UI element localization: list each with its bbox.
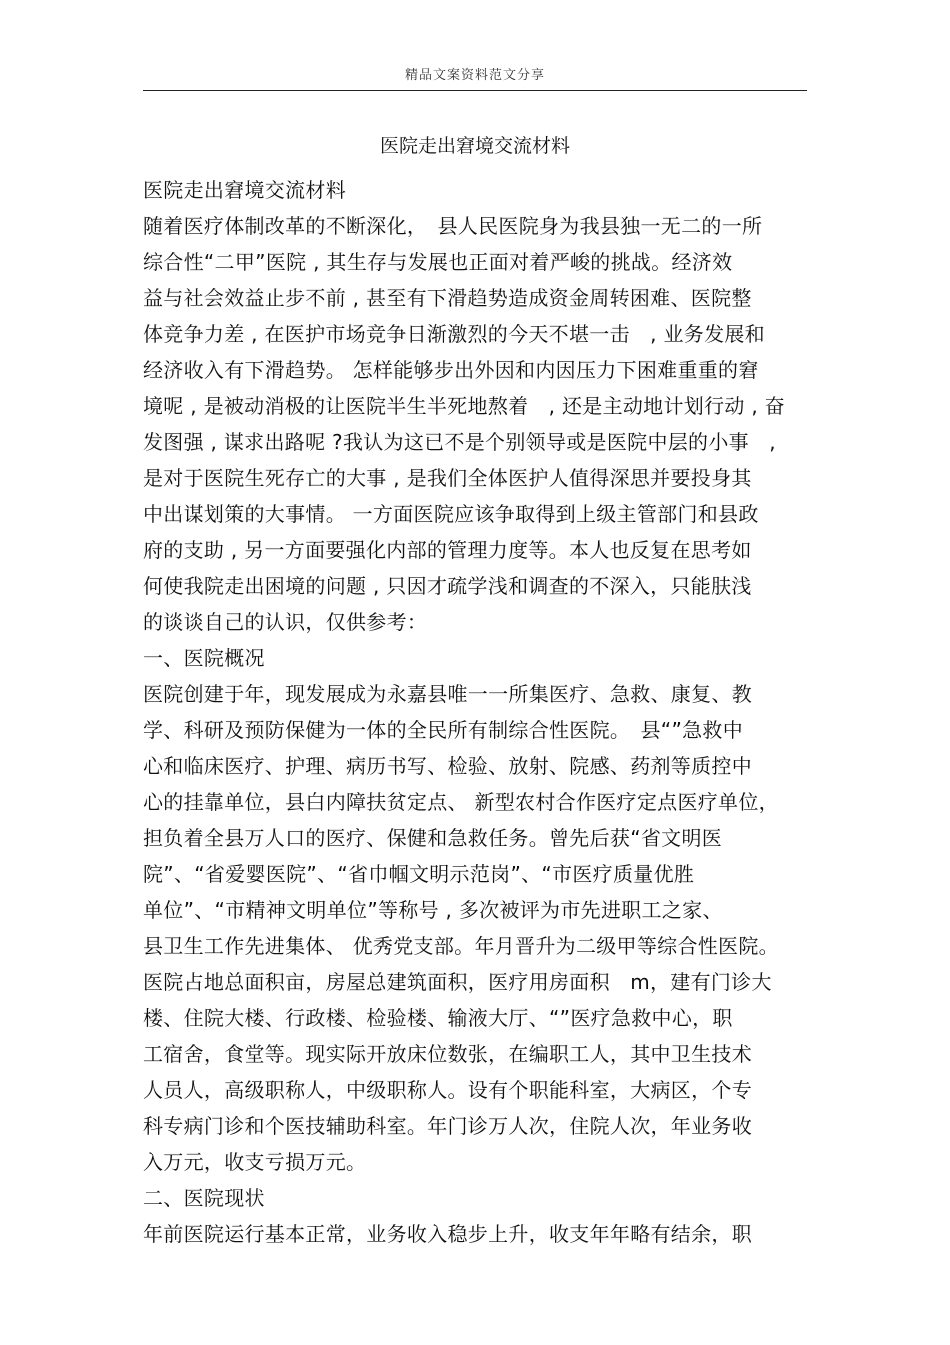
text-line: 单位”、“市精神文明单位”等称号 , 多次被评为市先进职工之家、 — [143, 898, 723, 922]
text-line: 学、科研及预防保健为一体的全民所有制综合性医院。 县“”急救中 — [143, 718, 744, 742]
text-line: 工宿舍，食堂等。现实际开放床位数张，在编职工人，其中卫生技术 — [143, 1042, 752, 1066]
text-line: 人员人，高级职称人，中级职称人。设有个职能科室，大病区，个专 — [143, 1078, 752, 1102]
text-line: 中出谋划策的大事情。 一方面医院应该争取得到上级主管部门和县政 — [143, 502, 759, 526]
text-line: 医院走出窘境交流材料 — [143, 178, 346, 202]
text-line: 院”、“省爱婴医院”、“省巾帼文明示范岗”、“市医疗质量优胜 — [143, 862, 695, 886]
text-line: 一、医院概况 — [143, 646, 265, 670]
text-line: 随着医疗体制改革的不断深化， 县人民医院身为我县独一无二的一所 — [143, 214, 763, 238]
text-line: 的谈谈自己的认识，仅供参考： — [143, 610, 428, 634]
document-body — [143, 172, 823, 1252]
text-line: 心和临床医疗、护理、病历书写、检验、放射、院感、药剂等质控中 — [143, 754, 752, 778]
text-line: 何使我院走出困境的问题 , 只因才疏学浅和调查的不深入，只能肤浅 — [143, 574, 752, 598]
text-line: 益与社会效益止步不前 , 甚至有下滑趋势造成资金周转困难、医院整 — [143, 286, 752, 310]
text-line: 入万元，收支亏损万元。 — [143, 1150, 367, 1174]
document-title: 医院走出窘境交流材料 — [379, 135, 570, 157]
text-line: 医院占地总面积亩，房屋总建筑面积，医疗用房面积 m，建有门诊大 — [143, 970, 772, 994]
text-line: 心的挂靠单位，县白内障扶贫定点、 新型农村合作医疗定点医疗单位， — [143, 790, 779, 814]
header-divider — [143, 90, 807, 91]
text-line: 体竞争力差 , 在医护市场竞争日渐激烈的今天不堪一击 , 业务发展和 — [143, 322, 765, 346]
text-line: 县卫生工作先进集体、 优秀党支部。年月晋升为二级甲等综合性医院。 — [143, 934, 779, 958]
text-line: 综合性“二甲”医院 , 其生存与发展也正面对着严峻的挑战。经济效 — [143, 250, 733, 274]
text-line: 发图强 , 谋求出路呢 ?我认为这已不是个别领导或是医院中层的小事 , — [143, 430, 776, 454]
text-line: 医院创建于年，现发展成为永嘉县唯一一所集医疗、急救、康复、教 — [143, 682, 752, 706]
text-line: 担负着全县万人口的医疗、保健和急救任务。曾先后获“省文明医 — [143, 826, 723, 850]
text-line: 楼、住院大楼、行政楼、检验楼、输液大厅、“”医疗急救中心，职 — [143, 1006, 733, 1030]
page-header: 精品文案资料范文分享 — [404, 68, 545, 83]
text-line: 年前医院运行基本正常，业务收入稳步上升，收支年年略有结余，职 — [143, 1222, 752, 1246]
text-line: 二、医院现状 — [143, 1186, 265, 1210]
text-line: 府的支助 , 另一方面要强化内部的管理力度等。本人也反复在思考如 — [143, 538, 752, 562]
text-line: 科专病门诊和个医技辅助科室。年门诊万人次，住院人次，年业务收 — [143, 1114, 752, 1138]
text-line: 境呢 , 是被动消极的让医院半生半死地熬着 , 还是主动地计划行动 , 奋 — [143, 394, 785, 418]
text-line: 是对于医院生死存亡的大事 , 是我们全体医护人值得深思并要投身其 — [143, 466, 752, 490]
text-line: 经济收入有下滑趋势。 怎样能够步出外因和内因压力下困难重重的窘 — [143, 358, 759, 382]
